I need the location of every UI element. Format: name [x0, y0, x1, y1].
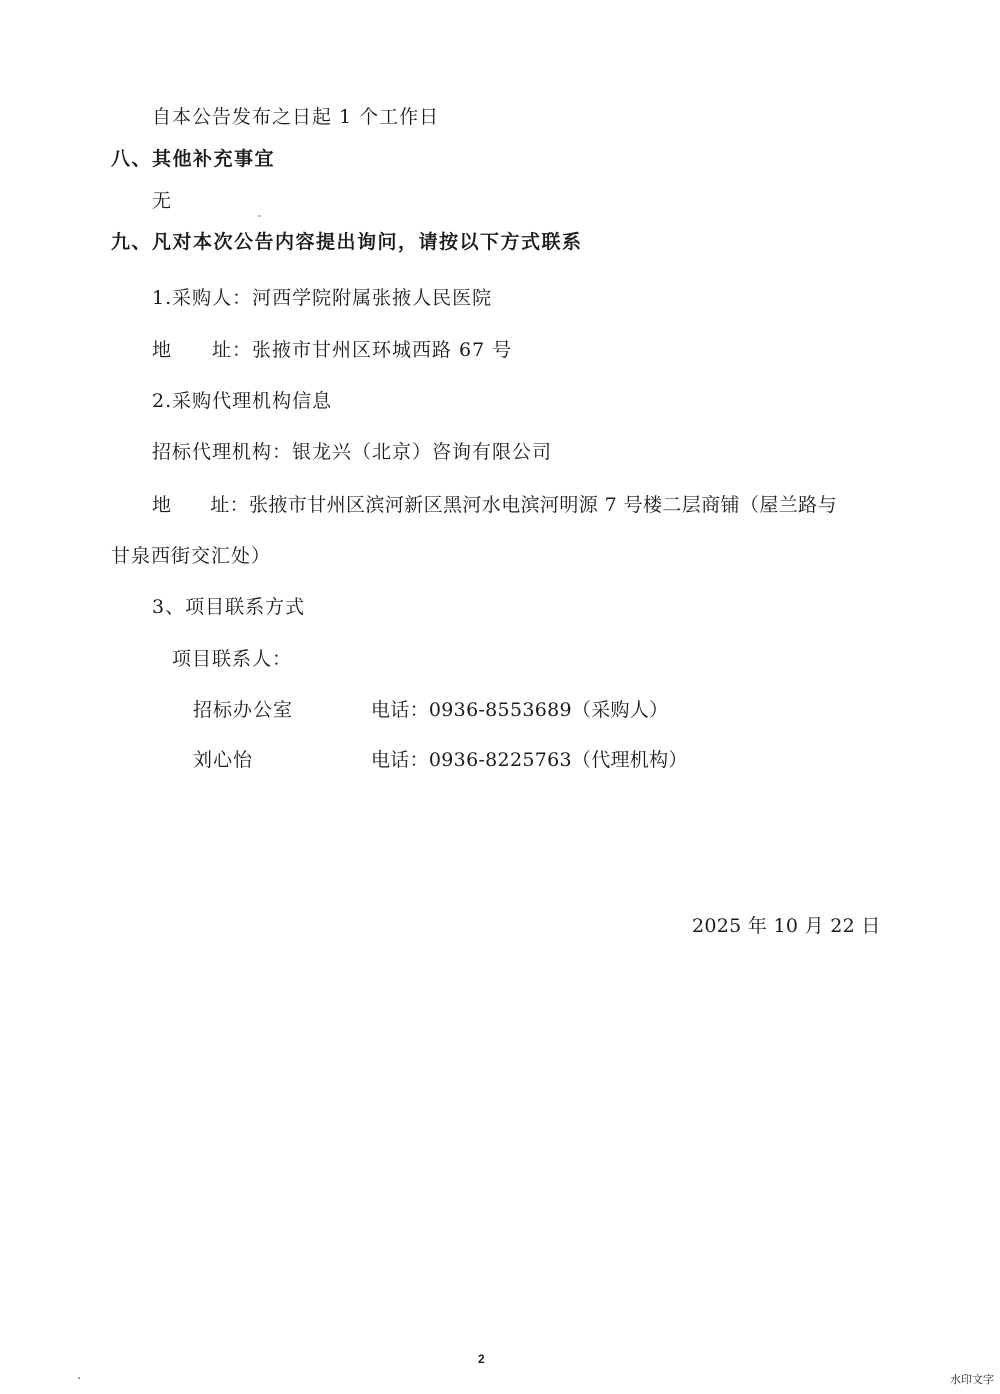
section-8-heading: 八、其他补充事宜 [111, 148, 276, 170]
document-date: 2025 年 10 月 22 日 [692, 915, 881, 937]
contacts-label: 项目联系人： [172, 648, 293, 670]
purchaser-line: 1.采购人：河西学院附属张掖人民医院 [152, 287, 493, 309]
intro-line: 自本公告发布之日起 1 个工作日 [152, 106, 440, 128]
contact-name-1: 招标办公室 [193, 699, 294, 721]
purchaser-address: 地 址：张掖市甘州区环城西路 67 号 [152, 339, 513, 361]
agency-name: 招标代理机构：银龙兴（北京）咨询有限公司 [152, 441, 553, 463]
scan-speck [258, 215, 261, 217]
agency-title: 2.采购代理机构信息 [152, 390, 333, 412]
section-8-content: 无 [152, 190, 173, 212]
scan-speck [78, 1377, 80, 1379]
agency-address-line-1: 地 址：张掖市甘州区滨河新区黑河水电滨河明源 7 号楼二层商铺（屋兰路与 [152, 494, 837, 516]
contact-phone-2: 电话：0936-8225763（代理机构） [371, 749, 688, 771]
section-9-heading: 九、凡对本次公告内容提出询问，请按以下方式联系 [111, 231, 583, 253]
agency-address-line-2: 甘泉西街交汇处） [111, 545, 272, 567]
watermark-text: 水印文字 [950, 1373, 994, 1386]
page-number: 2 [478, 1352, 485, 1366]
contact-name-2: 刘心怡 [193, 749, 254, 771]
project-contact-title: 3、项目联系方式 [152, 596, 306, 618]
contact-phone-1: 电话：0936-8553689（采购人） [371, 699, 669, 721]
